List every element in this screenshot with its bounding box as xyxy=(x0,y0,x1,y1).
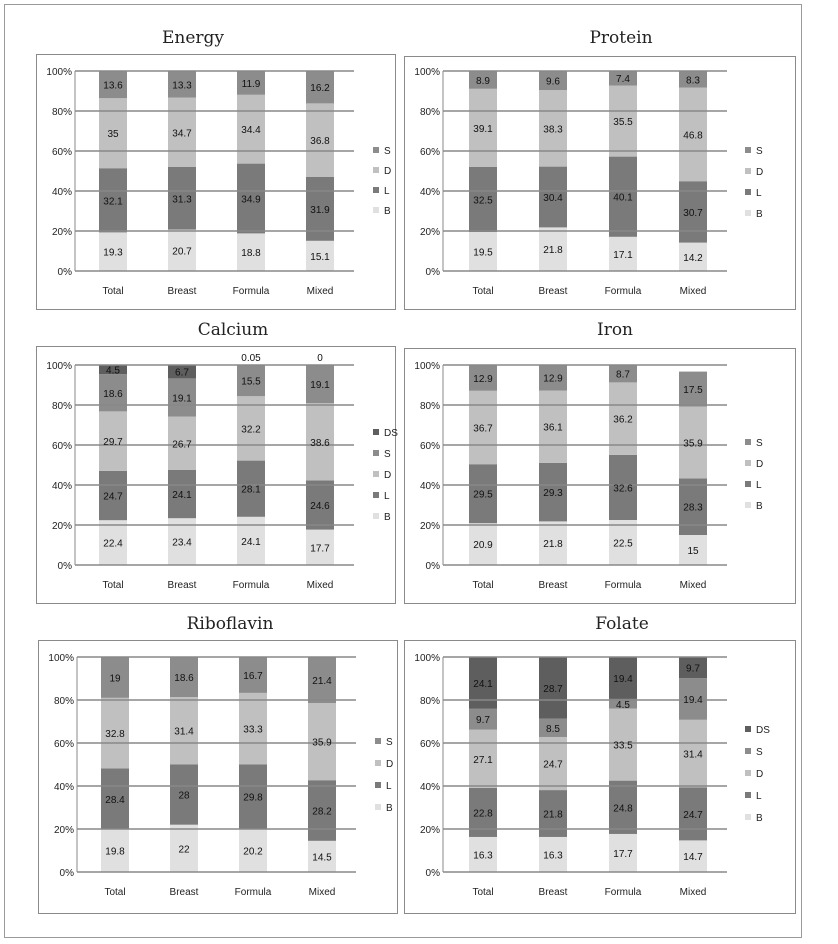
legend-label-s: S xyxy=(384,449,391,460)
riboflavin-chart xyxy=(39,641,397,913)
y-tick-label: 60% xyxy=(51,147,72,158)
legend-label-l: L xyxy=(756,188,762,199)
y-tick-label: 60% xyxy=(419,739,440,750)
y-tick-label: 20% xyxy=(51,227,72,238)
y-tick-label: 40% xyxy=(51,481,72,492)
y-tick-label: 100% xyxy=(414,67,440,78)
category-label: Mixed xyxy=(306,286,334,297)
chart-title-iron: Iron xyxy=(596,320,634,340)
y-tick-label: 100% xyxy=(414,653,440,664)
chart-panel-iron xyxy=(404,348,796,604)
data-label: 31.4 xyxy=(174,726,194,738)
data-label: 35.9 xyxy=(312,737,332,749)
data-label: 38.6 xyxy=(310,437,330,449)
data-label: 29.5 xyxy=(473,489,493,501)
data-label: 29.3 xyxy=(543,488,563,500)
folate-chart xyxy=(405,641,795,913)
data-label: 17.7 xyxy=(310,543,330,555)
y-tick-label: 100% xyxy=(48,653,74,664)
data-label: 20.2 xyxy=(243,846,263,858)
protein-chart xyxy=(405,57,795,309)
legend-label-b: B xyxy=(756,813,763,824)
data-label: 17.1 xyxy=(613,249,633,261)
legend-swatch-s xyxy=(373,450,379,456)
legend-label-b: B xyxy=(386,803,393,814)
data-label: 30.4 xyxy=(543,193,563,204)
legend-swatch-s xyxy=(745,748,751,754)
y-tick-label: 40% xyxy=(53,782,74,793)
data-label: 8.9 xyxy=(476,75,490,87)
data-label: 11.9 xyxy=(241,78,261,90)
data-label: 35 xyxy=(107,129,119,141)
data-label: 39.1 xyxy=(473,123,493,135)
data-label: 24.1 xyxy=(172,490,192,502)
category-label: Total xyxy=(472,887,494,898)
category-label: Breast xyxy=(538,286,568,297)
chart-panel-protein xyxy=(404,56,796,310)
data-label: 13.3 xyxy=(172,80,192,92)
data-label: 17.7 xyxy=(613,848,633,860)
y-tick-label: 20% xyxy=(51,521,72,532)
y-tick-label: 20% xyxy=(53,825,74,836)
legend-label-b: B xyxy=(756,501,763,512)
data-label: 6.7 xyxy=(175,367,189,379)
legend-label-l: L xyxy=(384,491,390,502)
data-label: 36.2 xyxy=(613,414,633,426)
y-tick-label: 40% xyxy=(51,187,72,198)
data-label: 27.1 xyxy=(473,754,493,766)
data-label: 14.2 xyxy=(683,252,703,264)
data-label: 24.7 xyxy=(103,491,123,503)
legend-label-d: D xyxy=(386,759,394,770)
data-label: 21.4 xyxy=(312,676,332,688)
data-label: 22.4 xyxy=(103,538,123,550)
data-label: 36.1 xyxy=(543,422,563,434)
legend-swatch-s xyxy=(375,738,381,744)
data-label: 30.7 xyxy=(683,207,703,219)
data-label: 21.8 xyxy=(543,245,563,257)
chart-panel-folate xyxy=(404,640,796,914)
data-label: 24.8 xyxy=(613,803,633,815)
data-label: 31.4 xyxy=(683,749,703,761)
data-label: 32.2 xyxy=(241,424,261,436)
data-label: 40.1 xyxy=(613,192,633,204)
legend-label-d: D xyxy=(384,470,392,481)
legend-swatch-b xyxy=(373,513,379,519)
legend-swatch-l xyxy=(375,782,381,788)
legend-label-s: S xyxy=(756,146,763,157)
data-label: 31.9 xyxy=(310,204,330,216)
data-label: 24.7 xyxy=(543,759,563,771)
data-label: 14.7 xyxy=(683,852,703,864)
legend-label-b: B xyxy=(756,209,763,220)
legend-swatch-l xyxy=(373,492,379,498)
category-label: Breast xyxy=(538,887,568,898)
data-label: 24.6 xyxy=(310,501,330,512)
legend-label-ds: DS xyxy=(756,725,770,736)
data-label: 22 xyxy=(178,844,190,856)
data-label: 16.3 xyxy=(473,850,493,862)
category-label: Breast xyxy=(169,887,199,898)
energy-chart xyxy=(37,55,395,309)
data-label: 34.7 xyxy=(172,128,192,140)
chart-title-energy: Energy xyxy=(161,28,225,48)
data-label: 28.2 xyxy=(312,806,332,818)
chart-title-folate: Folate xyxy=(595,614,649,634)
y-tick-label: 100% xyxy=(414,361,440,372)
data-label: 21.8 xyxy=(543,809,563,821)
data-label: 9.6 xyxy=(546,76,560,88)
data-label: 19.1 xyxy=(310,380,330,392)
data-label: 19.4 xyxy=(683,694,703,706)
legend-label-b: B xyxy=(384,206,391,217)
data-label: 4.5 xyxy=(106,365,120,377)
data-label: 4.5 xyxy=(616,699,630,711)
data-label: 46.8 xyxy=(683,130,703,142)
legend-swatch-l xyxy=(745,189,751,195)
category-label: Mixed xyxy=(679,286,707,297)
data-label: 24.1 xyxy=(473,678,493,690)
category-label: Formula xyxy=(234,887,272,898)
data-label: 24.1 xyxy=(241,536,261,548)
data-label: 35.5 xyxy=(613,117,633,129)
data-label: 20.9 xyxy=(473,540,493,552)
y-tick-label: 60% xyxy=(53,739,74,750)
data-label: 13.6 xyxy=(103,80,123,92)
category-label: Formula xyxy=(232,580,270,591)
y-tick-label: 0% xyxy=(425,561,440,572)
data-label: 26.7 xyxy=(172,439,192,451)
data-label: 34.4 xyxy=(241,125,261,137)
legend-label-d: D xyxy=(384,166,392,177)
legend-label-ds: DS xyxy=(384,428,398,439)
data-label: 28.3 xyxy=(683,502,703,514)
data-label: 32.6 xyxy=(613,483,633,495)
category-label: Total xyxy=(102,580,124,591)
y-tick-label: 60% xyxy=(51,441,72,452)
category-label: Mixed xyxy=(679,887,707,898)
category-label: Mixed xyxy=(679,580,707,591)
category-label: Formula xyxy=(232,286,270,297)
y-tick-label: 80% xyxy=(51,107,72,118)
data-label: 32.8 xyxy=(105,729,125,741)
data-label: 19.1 xyxy=(172,393,192,405)
data-label: 23.4 xyxy=(172,537,192,549)
category-label: Total xyxy=(472,580,494,591)
category-label: Mixed xyxy=(306,580,334,591)
legend-swatch-d xyxy=(745,460,751,466)
category-label: Breast xyxy=(167,580,197,591)
data-label: 16.3 xyxy=(543,850,563,862)
data-label: 12.9 xyxy=(543,373,563,385)
y-tick-label: 60% xyxy=(419,441,440,452)
y-tick-label: 40% xyxy=(419,782,440,793)
y-tick-label: 100% xyxy=(46,67,72,78)
iron-chart xyxy=(405,349,795,603)
data-label: 15.5 xyxy=(241,376,261,388)
legend-label-s: S xyxy=(756,438,763,449)
chart-title-riboflavin: Riboflavin xyxy=(186,614,274,634)
category-label: Formula xyxy=(604,580,642,591)
legend-label-l: L xyxy=(386,781,392,792)
data-label: 22.8 xyxy=(473,808,493,820)
data-label: 18.6 xyxy=(174,672,194,684)
category-label: Mixed xyxy=(308,887,336,898)
data-label: 8.5 xyxy=(546,723,560,735)
data-label: 22.5 xyxy=(613,538,633,550)
legend-swatch-s xyxy=(745,439,751,445)
legend-swatch-ds xyxy=(373,429,379,435)
y-tick-label: 40% xyxy=(419,481,440,492)
data-label: 9.7 xyxy=(476,715,490,727)
category-label: Formula xyxy=(604,887,642,898)
y-tick-label: 100% xyxy=(46,361,72,372)
data-label: 28.4 xyxy=(105,794,125,806)
data-label: 19.8 xyxy=(105,846,125,858)
data-label: 8.7 xyxy=(616,369,630,381)
data-label: 19.5 xyxy=(473,247,493,259)
calcium-chart xyxy=(37,347,398,603)
data-label: 0 xyxy=(317,353,323,364)
y-tick-label: 20% xyxy=(419,227,440,238)
data-label: 15 xyxy=(687,546,699,557)
data-label: 34.9 xyxy=(241,194,261,206)
chart-panel-calcium xyxy=(36,346,396,604)
data-label: 31.3 xyxy=(172,194,192,206)
legend-swatch-s xyxy=(373,147,379,153)
legend-swatch-b xyxy=(745,502,751,508)
data-label: 28 xyxy=(178,790,190,802)
data-label: 29.7 xyxy=(103,437,123,449)
legend-swatch-ds xyxy=(745,726,751,732)
data-label: 9.7 xyxy=(686,663,700,675)
y-tick-label: 0% xyxy=(57,561,72,572)
data-label: 18.8 xyxy=(241,248,261,260)
y-tick-label: 80% xyxy=(419,696,440,707)
data-label: 19.3 xyxy=(103,247,123,259)
y-tick-label: 0% xyxy=(425,267,440,278)
legend-swatch-d xyxy=(373,167,379,173)
legend-swatch-d xyxy=(373,471,379,477)
legend-swatch-b xyxy=(745,814,751,820)
legend-label-b: B xyxy=(384,512,391,523)
data-label: 24.7 xyxy=(683,809,703,821)
y-tick-label: 60% xyxy=(419,147,440,158)
y-tick-label: 0% xyxy=(57,267,72,278)
chart-title-protein: Protein xyxy=(589,28,653,48)
y-tick-label: 80% xyxy=(419,401,440,412)
data-label: 29.8 xyxy=(243,792,263,804)
y-tick-label: 20% xyxy=(419,825,440,836)
category-label: Total xyxy=(472,286,494,297)
category-label: Total xyxy=(102,286,124,297)
legend-swatch-d xyxy=(375,760,381,766)
legend-swatch-b xyxy=(373,207,379,213)
data-label: 8.3 xyxy=(686,75,700,87)
data-label: 28.7 xyxy=(543,683,563,695)
data-label: 36.8 xyxy=(310,136,330,148)
legend-swatch-s xyxy=(745,147,751,153)
category-label: Formula xyxy=(604,286,642,297)
data-label: 28.1 xyxy=(241,484,261,496)
legend-swatch-l xyxy=(745,481,751,487)
y-tick-label: 0% xyxy=(425,868,440,879)
y-tick-label: 0% xyxy=(59,868,74,879)
legend-label-s: S xyxy=(386,737,393,748)
category-label: Total xyxy=(104,887,126,898)
data-label: 33.3 xyxy=(243,724,263,736)
data-label: 12.9 xyxy=(473,373,493,385)
data-label: 17.5 xyxy=(683,385,703,397)
data-label: 36.7 xyxy=(473,423,493,435)
legend-label-l: L xyxy=(756,480,762,491)
data-label: 20.7 xyxy=(172,246,192,258)
legend-swatch-l xyxy=(373,187,379,193)
legend-label-d: D xyxy=(756,769,764,780)
y-tick-label: 20% xyxy=(419,521,440,532)
chart-panel-energy xyxy=(36,54,396,310)
legend-label-l: L xyxy=(756,791,762,802)
data-label: 32.5 xyxy=(473,195,493,207)
chart-panel-riboflavin xyxy=(38,640,398,914)
y-tick-label: 80% xyxy=(419,107,440,118)
category-label: Breast xyxy=(167,286,197,297)
data-label: 14.5 xyxy=(312,852,332,864)
data-label: 38.3 xyxy=(543,124,563,136)
data-label: 19.4 xyxy=(613,674,633,686)
legend-swatch-d xyxy=(745,168,751,174)
data-label: 33.5 xyxy=(613,740,633,752)
legend-label-l: L xyxy=(384,186,390,197)
data-label: 15.1 xyxy=(310,251,330,263)
data-label: 19 xyxy=(109,673,121,685)
y-tick-label: 80% xyxy=(53,696,74,707)
legend-swatch-d xyxy=(745,770,751,776)
data-label: 16.7 xyxy=(243,670,263,682)
data-label: 32.1 xyxy=(103,196,123,208)
data-label: 7.4 xyxy=(616,74,630,86)
data-label: 18.6 xyxy=(103,388,123,400)
category-label: Breast xyxy=(538,580,568,591)
y-tick-label: 80% xyxy=(51,401,72,412)
data-label: 0.05 xyxy=(241,353,261,365)
legend-label-s: S xyxy=(756,747,763,758)
legend-swatch-b xyxy=(745,210,751,216)
legend-label-d: D xyxy=(756,459,764,470)
legend-swatch-b xyxy=(375,804,381,810)
chart-title-calcium: Calcium xyxy=(197,320,269,340)
data-label: 21.8 xyxy=(543,539,563,551)
legend-label-s: S xyxy=(384,146,391,157)
y-tick-label: 40% xyxy=(419,187,440,198)
data-label: 35.9 xyxy=(683,438,703,450)
legend-label-d: D xyxy=(756,167,764,178)
data-label: 16.2 xyxy=(310,83,330,95)
legend-swatch-l xyxy=(745,792,751,798)
